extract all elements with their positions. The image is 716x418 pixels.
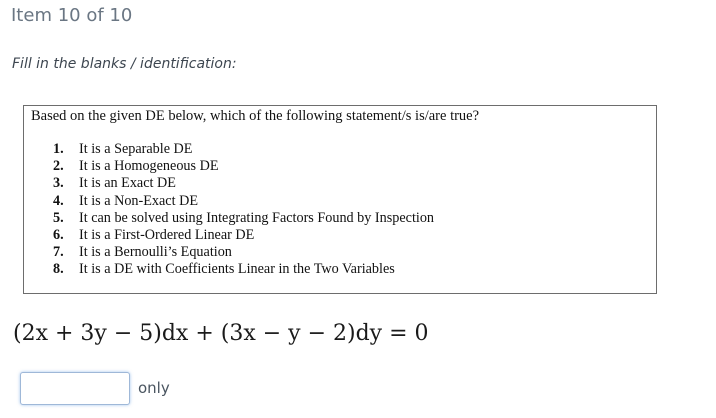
statement-number: 1. — [53, 141, 64, 157]
statement-number: 2. — [53, 158, 64, 175]
statement-text: It is a Non-Exact DE — [79, 192, 198, 209]
statement-number: 5. — [53, 209, 64, 226]
statement-list — [53, 141, 434, 279]
statement-text: It can be solved using Integrating Factors Found by Inspection — [79, 209, 435, 226]
statement-item — [53, 193, 434, 210]
statement-item — [53, 141, 434, 158]
statement-number: 3. — [53, 175, 64, 192]
statement-text: It is a Separable DE — [79, 141, 193, 157]
statement-item — [53, 261, 434, 278]
statement-text: It is a Homogeneous DE — [79, 158, 219, 175]
statement-item — [53, 175, 434, 192]
question-prompt: Based on the given DE below, which of the following statement/s is/are true? — [31, 108, 480, 124]
statement-text: It is a Bernoulli’s Equation — [79, 244, 232, 261]
question-box — [23, 105, 657, 294]
answer-input[interactable] — [20, 372, 130, 405]
instructions-text: Fill in the blanks / identification: — [12, 56, 237, 72]
statement-text: It is a First-Ordered Linear DE — [79, 226, 255, 243]
statement-number: 4. — [53, 192, 64, 209]
statement-text: It is an Exact DE — [79, 175, 176, 192]
statement-number: 6. — [53, 226, 64, 243]
answer-suffix-label: only — [138, 379, 170, 397]
differential-equation: (2x + 3y − 5)dx + (3x − y − 2)dy = 0 — [13, 321, 429, 346]
statement-number: 7. — [53, 244, 64, 261]
statement-item — [53, 158, 434, 175]
statement-number: 8. — [53, 261, 64, 278]
statement-item — [53, 227, 434, 244]
statement-item — [53, 210, 434, 227]
statement-text: It is a DE with Coefficients Linear in the Two Variables — [79, 261, 395, 278]
item-counter: Item 10 of 10 — [11, 5, 133, 26]
statement-item — [53, 244, 434, 261]
